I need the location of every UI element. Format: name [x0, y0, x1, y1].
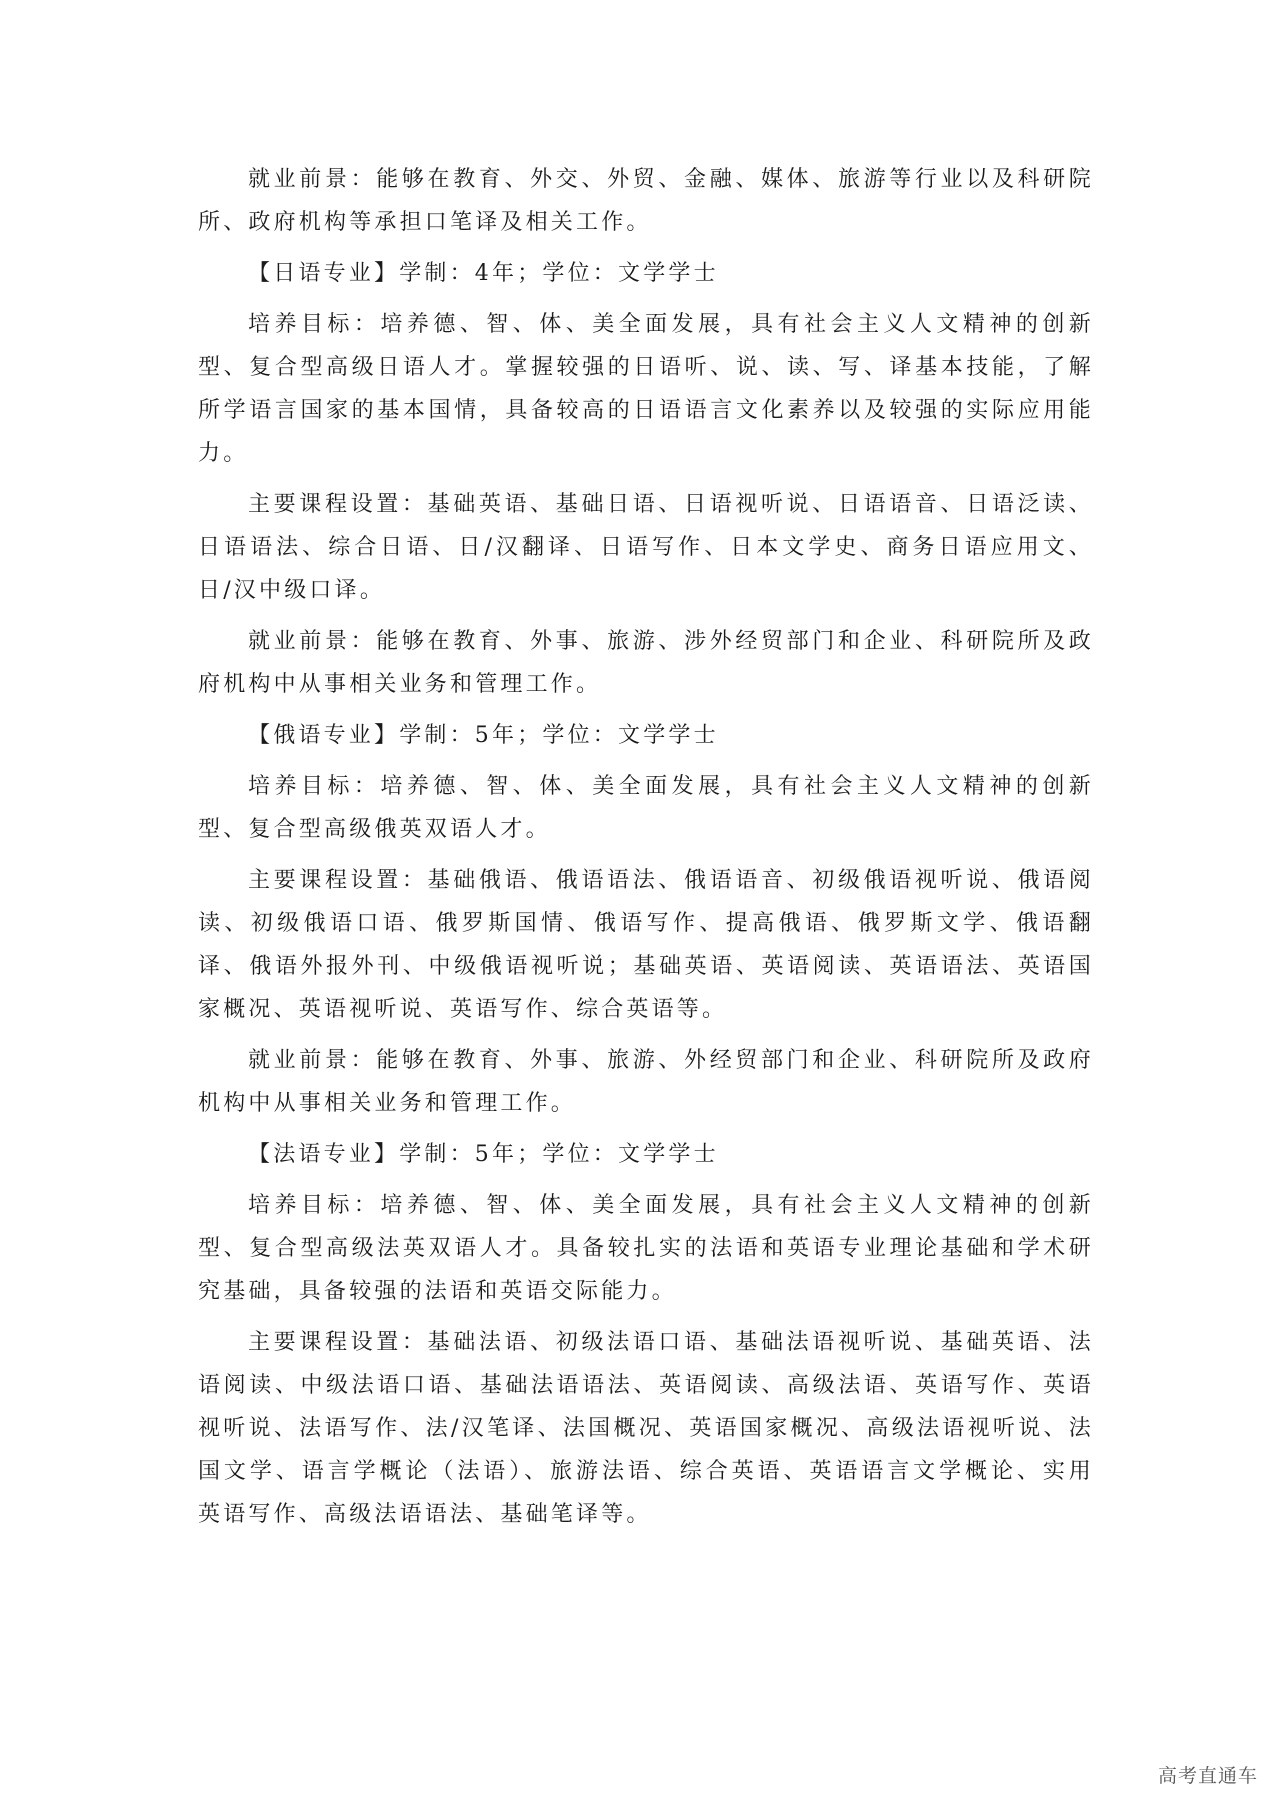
japanese-major-heading: 【日语专业】学制：4年；学位：文学学士 [248, 261, 719, 286]
russian-training-goal: 培养目标：培养德、智、体、美全面发展，具有社会主义人文精神的创新型、复合型高级俄英双语人才。 [198, 774, 1094, 842]
russian-major-heading: 【俄语专业】学制：5年；学位：文学学士 [248, 723, 719, 748]
french-courses: 主要课程设置：基础法语、初级法语口语、基础法语视听说、基础英语、法语阅读、中级法语口语、基础法语语法、英语阅读、高级法语、英语写作、英语视听说、法语写作、法/汉笔译、法国概况、英语国家概况、高级法语视听说、法国文学、语言学概论（法语）、旅游法语、综合英语、英语语言文学概论、实用英语写作、高级法语语法、基础笔译等。 [198, 1330, 1094, 1527]
watermark-text: 高考直通车 [1157, 1765, 1258, 1787]
employment-prospects-paragraph: 就业前景：能够在教育、外交、外贸、金融、媒体、旅游等行业以及科研院所、政府机构等承担口笔译及相关工作。 [198, 167, 1094, 235]
french-major-heading: 【法语专业】学制：5年；学位：文学学士 [248, 1142, 719, 1167]
russian-employment: 就业前景：能够在教育、外事、旅游、外经贸部门和企业、科研院所及政府机构中从事相关业务和管理工作。 [198, 1048, 1094, 1116]
russian-courses: 主要课程设置：基础俄语、俄语语法、俄语语音、初级俄语视听说、俄语阅读、初级俄语口语、俄罗斯国情、俄语写作、提高俄语、俄罗斯文学、俄语翻译、俄语外报外刊、中级俄语视听说；基础英语、英语阅读、英语语法、英语国家概况、英语视听说、英语写作、综合英语等。 [198, 868, 1094, 1022]
french-training-goal: 培养目标：培养德、智、体、美全面发展，具有社会主义人文精神的创新型、复合型高级法英双语人才。具备较扎实的法语和英语专业理论基础和学术研究基础，具备较强的法语和英语交际能力。 [198, 1193, 1094, 1304]
japanese-employment: 就业前景：能够在教育、外事、旅游、涉外经贸部门和企业、科研院所及政府机构中从事相关业务和管理工作。 [198, 629, 1094, 697]
japanese-courses: 主要课程设置：基础英语、基础日语、日语视听说、日语语音、日语泛读、日语语法、综合日语、日/汉翻译、日语写作、日本文学史、商务日语应用文、日/汉中级口译。 [198, 492, 1094, 603]
japanese-training-goal: 培养目标：培养德、智、体、美全面发展，具有社会主义人文精神的创新型、复合型高级日语人才。掌握较强的日语听、说、读、写、译基本技能，了解所学语言国家的基本国情，具备较高的日语语言文化素养以及较强的实际应用能力。 [198, 312, 1094, 466]
document-page [198, 158, 1094, 1544]
